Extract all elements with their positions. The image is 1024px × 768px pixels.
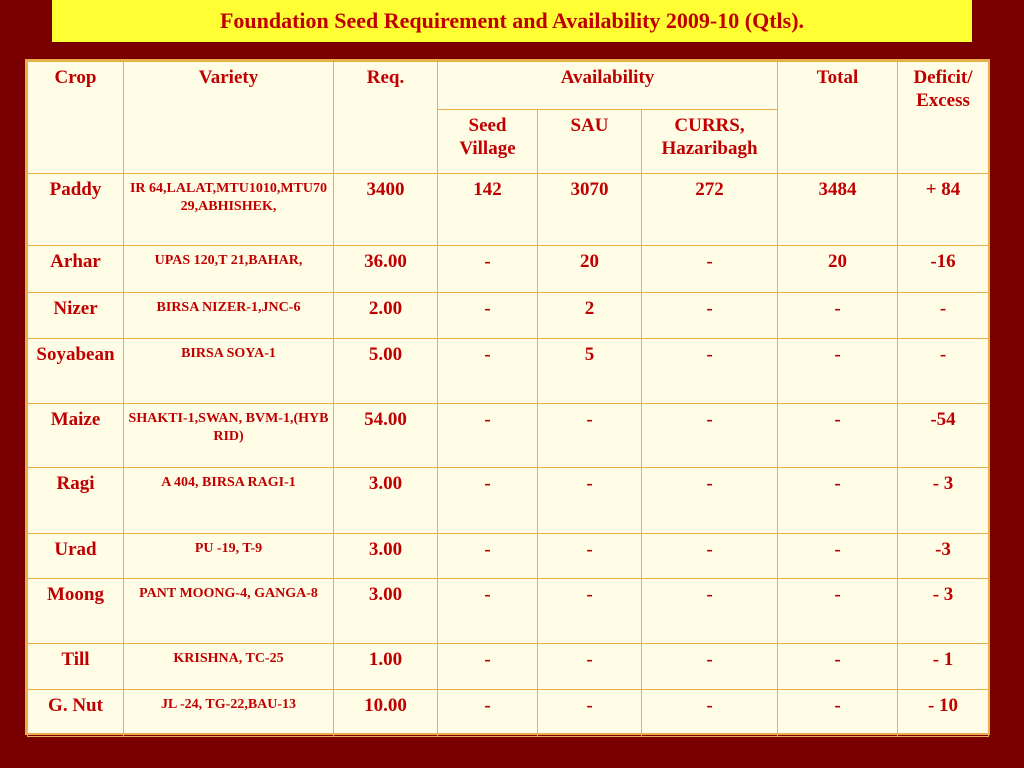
cell-req: 3.00	[334, 468, 438, 534]
cell-deficit: - 3	[898, 468, 989, 534]
cell-req: 3.00	[334, 579, 438, 644]
cell-crop: Nizer	[28, 293, 124, 339]
cell-sau: 20	[538, 246, 642, 293]
cell-currs: -	[642, 690, 778, 737]
table-row	[28, 690, 989, 737]
cell-total: -	[778, 404, 898, 468]
cell-variety: IR 64,LALAT,MTU1010,MTU7029,ABHISHEK,	[124, 174, 334, 246]
cell-variety: PANT MOONG-4, GANGA-8	[124, 579, 334, 644]
header-deficit: Deficit/ Excess	[898, 62, 989, 174]
cell-sau: -	[538, 579, 642, 644]
cell-variety: JL -24, TG-22,BAU-13	[124, 690, 334, 737]
title-banner	[52, 0, 972, 42]
cell-seed-village: -	[438, 468, 538, 534]
cell-deficit: -16	[898, 246, 989, 293]
seed-table	[27, 61, 989, 737]
table-body	[28, 174, 989, 737]
cell-currs: -	[642, 534, 778, 579]
header-availability: Availability	[438, 62, 778, 110]
table-row	[28, 174, 989, 246]
cell-seed-village: -	[438, 293, 538, 339]
cell-currs: -	[642, 579, 778, 644]
cell-sau: -	[538, 644, 642, 690]
cell-req: 1.00	[334, 644, 438, 690]
cell-crop: Moong	[28, 579, 124, 644]
table-row	[28, 579, 989, 644]
cell-seed-village: -	[438, 339, 538, 404]
cell-deficit: -54	[898, 404, 989, 468]
cell-crop: G. Nut	[28, 690, 124, 737]
cell-req: 54.00	[334, 404, 438, 468]
cell-variety: UPAS 120,T 21,BAHAR,	[124, 246, 334, 293]
cell-crop: Maize	[28, 404, 124, 468]
cell-total: 20	[778, 246, 898, 293]
cell-currs: -	[642, 404, 778, 468]
table-row	[28, 404, 989, 468]
cell-currs: -	[642, 644, 778, 690]
cell-req: 5.00	[334, 339, 438, 404]
cell-total: -	[778, 468, 898, 534]
cell-seed-village: -	[438, 534, 538, 579]
table-row	[28, 339, 989, 404]
header-currs: CURRS, Hazaribagh	[642, 110, 778, 174]
cell-crop: Paddy	[28, 174, 124, 246]
cell-total: -	[778, 339, 898, 404]
cell-variety: PU -19, T-9	[124, 534, 334, 579]
cell-seed-village: -	[438, 404, 538, 468]
cell-sau: 3070	[538, 174, 642, 246]
cell-variety: BIRSA SOYA-1	[124, 339, 334, 404]
cell-sau: -	[538, 468, 642, 534]
cell-seed-village: -	[438, 690, 538, 737]
cell-sau: 5	[538, 339, 642, 404]
cell-deficit: - 3	[898, 579, 989, 644]
table-row	[28, 468, 989, 534]
cell-variety: BIRSA NIZER-1,JNC-6	[124, 293, 334, 339]
table-row	[28, 644, 989, 690]
cell-currs: -	[642, 246, 778, 293]
cell-variety: A 404, BIRSA RAGI-1	[124, 468, 334, 534]
cell-currs: 272	[642, 174, 778, 246]
cell-seed-village: -	[438, 579, 538, 644]
header-seed-village: Seed Village	[438, 110, 538, 174]
cell-req: 10.00	[334, 690, 438, 737]
cell-deficit: -3	[898, 534, 989, 579]
cell-req: 36.00	[334, 246, 438, 293]
seed-table-container	[25, 59, 990, 735]
header-variety: Variety	[124, 62, 334, 174]
cell-deficit: -	[898, 293, 989, 339]
cell-deficit: - 1	[898, 644, 989, 690]
cell-deficit: -	[898, 339, 989, 404]
cell-sau: -	[538, 534, 642, 579]
cell-deficit: - 10	[898, 690, 989, 737]
cell-crop: Arhar	[28, 246, 124, 293]
slide-title: Foundation Seed Requirement and Availability 2009-10 (Qtls).	[219, 8, 805, 33]
cell-total: 3484	[778, 174, 898, 246]
cell-total: -	[778, 579, 898, 644]
cell-req: 3.00	[334, 534, 438, 579]
cell-crop: Urad	[28, 534, 124, 579]
cell-crop: Ragi	[28, 468, 124, 534]
cell-seed-village: -	[438, 246, 538, 293]
cell-seed-village: -	[438, 644, 538, 690]
cell-req: 3400	[334, 174, 438, 246]
cell-total: -	[778, 644, 898, 690]
cell-currs: -	[642, 293, 778, 339]
header-total: Total	[778, 62, 898, 174]
cell-deficit: + 84	[898, 174, 989, 246]
cell-total: -	[778, 534, 898, 579]
cell-crop: Soyabean	[28, 339, 124, 404]
cell-total: -	[778, 293, 898, 339]
table-row	[28, 534, 989, 579]
cell-crop: Till	[28, 644, 124, 690]
table-row	[28, 293, 989, 339]
cell-sau: -	[538, 690, 642, 737]
header-sau: SAU	[538, 110, 642, 174]
cell-seed-village: 142	[438, 174, 538, 246]
cell-sau: -	[538, 404, 642, 468]
cell-currs: -	[642, 468, 778, 534]
cell-req: 2.00	[334, 293, 438, 339]
header-crop: Crop	[28, 62, 124, 174]
cell-currs: -	[642, 339, 778, 404]
cell-variety: KRISHNA, TC-25	[124, 644, 334, 690]
table-row	[28, 246, 989, 293]
header-req: Req.	[334, 62, 438, 174]
cell-variety: SHAKTI-1,SWAN, BVM-1,(HYBRID)	[124, 404, 334, 468]
cell-sau: 2	[538, 293, 642, 339]
cell-total: -	[778, 690, 898, 737]
